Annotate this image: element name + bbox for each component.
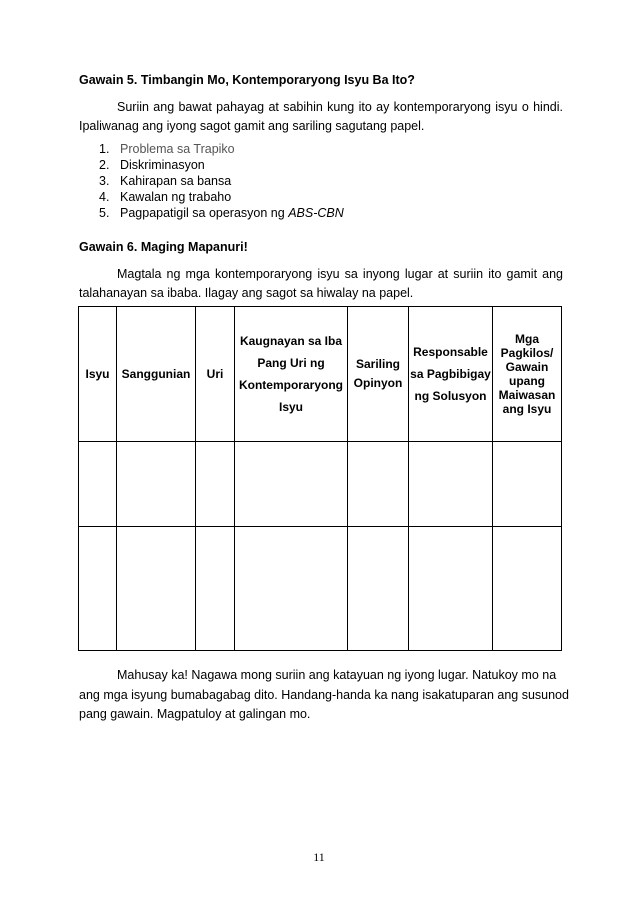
table-cell[interactable] xyxy=(117,527,196,651)
list-item: 2. Diskriminasyon xyxy=(99,158,205,172)
table-cell[interactable] xyxy=(493,442,562,527)
col-header-kaugnayan: Kaugnayan sa Iba Pang Uri ng Kontemporaryong Isyu xyxy=(235,307,348,442)
gawain6-title: Gawain 6. Maging Mapanuri! xyxy=(79,240,248,254)
list-item: 3. Kahirapan sa bansa xyxy=(99,174,232,188)
table-cell[interactable] xyxy=(348,442,409,527)
table-cell[interactable] xyxy=(235,527,348,651)
closing-paragraph: Mahusay ka! Nagawa mong suriin ang katayuan ng iyong lugar. Natukoy mo na ang mga isyung bumabagabag dito. Handang-handa ka nang isakatuparan ang susunod pang gawain. Magpatuloy at galingan mo. xyxy=(79,668,569,721)
table-cell[interactable] xyxy=(79,442,117,527)
table-cell[interactable] xyxy=(409,527,493,651)
table-row xyxy=(79,527,562,651)
col-header-sanggunian: Sanggunian xyxy=(117,307,196,442)
col-header-mga-pagkilos: Mga Pagkilos/ Gawain upang Maiwasan ang Isyu xyxy=(493,307,562,442)
list-item: 5. Pagpapatigil sa operasyon ng ABS-CBN xyxy=(99,206,344,220)
list-item: 1. Problema sa Trapiko xyxy=(99,142,235,156)
list-item: 4. Kawalan ng trabaho xyxy=(99,190,232,204)
gawain6-instructions: Magtala ng mga kontemporaryong isyu sa inyong lugar at suriin ito gamit ang talahanayan sa ibaba. Ilagay ang sagot sa hiwalay na papel. xyxy=(79,267,563,300)
gawain5-instructions: Suriin ang bawat pahayag at sabihin kung ito ay kontemporaryong isyu o hindi. Ipaliwanag ang iyong sagot gamit ang sariling sagutang papel. xyxy=(79,100,563,133)
analysis-table xyxy=(78,306,562,651)
col-header-responsable: Responsable sa Pagbibigay ng Solusyon xyxy=(409,307,493,442)
gawain5-title: Gawain 5. Timbangin Mo, Kontemporaryong Isyu Ba Ito? xyxy=(79,73,415,87)
table-cell[interactable] xyxy=(348,527,409,651)
table-cell[interactable] xyxy=(196,527,235,651)
gawain5-list xyxy=(99,141,344,221)
col-header-isyu: Isyu xyxy=(79,307,117,442)
col-header-uri: Uri xyxy=(196,307,235,442)
table-cell[interactable] xyxy=(196,442,235,527)
table-cell[interactable] xyxy=(493,527,562,651)
table-cell[interactable] xyxy=(409,442,493,527)
table-header-row xyxy=(79,307,562,442)
table-cell[interactable] xyxy=(117,442,196,527)
table-row xyxy=(79,442,562,527)
table-cell[interactable] xyxy=(235,442,348,527)
table-cell[interactable] xyxy=(79,527,117,651)
col-header-sariling-opinyon: Sariling Opinyon xyxy=(348,307,409,442)
page-number: 11 xyxy=(313,850,325,864)
